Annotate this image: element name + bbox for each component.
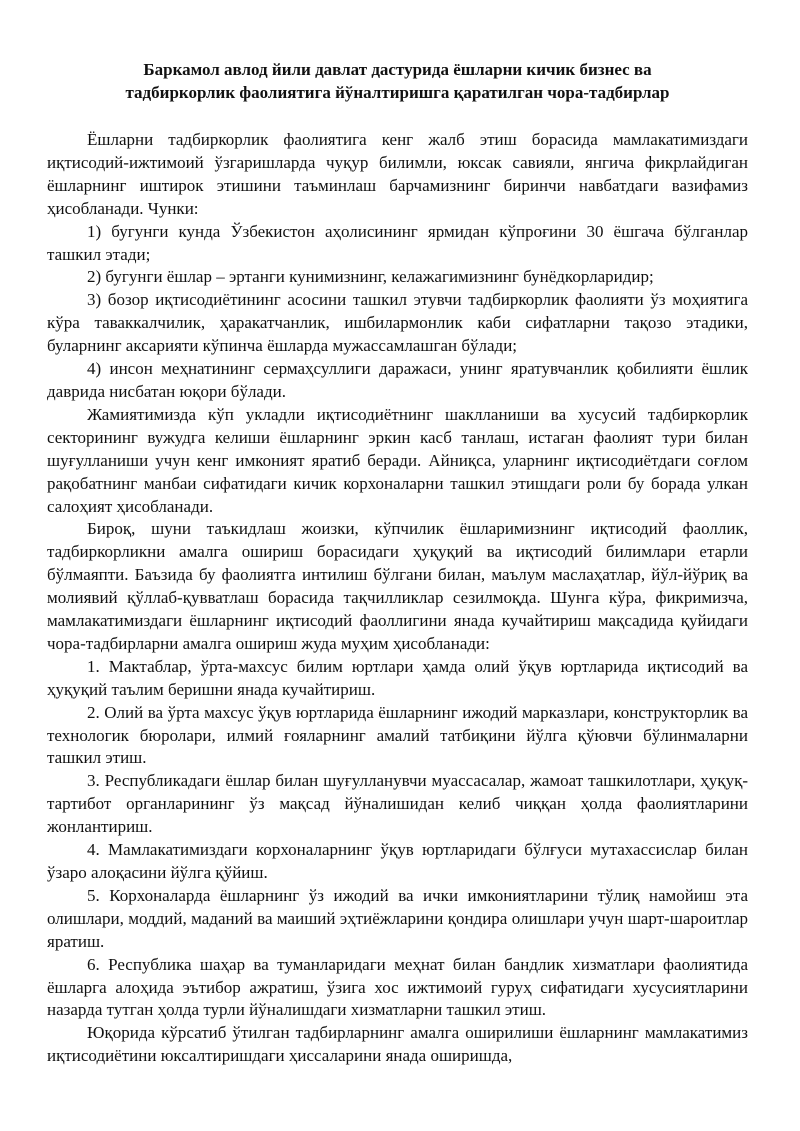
paragraph-intro: Ёшларни тадбиркорлик фаолиятига кенг жалб этиш борасида мамлакатимиздаги иқтисодий-ижтимоий ўзгаришларда чуқур билимли, юксак савияли, янгича фикрлайдиган ёшларнинг иштирок этишини таъминлаш барчамизнинг биринчи навбатдаги вазифамиз ҳисобланади. Чунки:: [47, 130, 748, 218]
paragraph-reason-3: 3) бозор иқтисодиётининг асосини ташкил этувчи тадбиркорлик фаолияти ўз моҳиятига кўра таваккалчилик, ҳаракатчанлик, ишбилармонлик каби сифатларни тақозо этадики, буларнинг аксарияти кўпинча ёшларда мужассамлашган бўлади;: [47, 290, 748, 356]
paragraph-measure-6: 6. Республика шаҳар ва туманларидаги меҳнат билан бандлик хизматлари фаолиятида ёшларга алоҳида эътибор ажратиш, ўзига хос ижтимоий гуруҳ сифатидаги хусусиятларини назарда тутган ҳолда турли йўналишдаги хизматларни ташкил этиш.: [47, 954, 748, 1020]
title-line-2: тадбиркорлик фаолиятига йўналтиришга қаратилган чора-тадбирлар: [125, 83, 670, 102]
paragraph-measure-5: 5. Корхоналарда ёшларнинг ўз ижодий ва ички имкониятларини тўлиқ намойиш эта олишлари, моддий, маданий ва маиший эҳтиёжларини қондира олишлари учун шарт-шароитлар яратиш.: [47, 885, 748, 951]
document-title: [47, 58, 748, 104]
paragraph-measure-4: 4. Мамлакатимиздаги корхоналарнинг ўқув юртларидаги бўлғуси мутахассислар билан ўзаро алоқасини йўлга қўйиш.: [47, 840, 748, 882]
paragraph-reason-4: 4) инсон меҳнатининг сермаҳсуллиги даражаси, унинг яратувчанлик қобилияти ёшлик даврида нисбатан юқори бўлади.: [47, 359, 748, 401]
paragraph-reason-1: 1) бугунги кунда Ўзбекистон аҳолисининг ярмидан кўпроғини 30 ёшгача бўлганлар ташкил этади;: [47, 221, 748, 264]
paragraph-measure-3: 3. Республикадаги ёшлар билан шуғулланувчи муассасалар, жамоат ташкилотлари, ҳуқуқ-тартибот органларининг ўз мақсад йўналишидан келиб чиққан ҳолда фаолиятларини жонлантириш.: [47, 771, 748, 837]
document-body: [47, 129, 748, 1068]
paragraph-reason-2: 2) бугунги ёшлар – эртанги кунимизнинг, келажагимизнинг бунёдкорларидир;: [87, 267, 654, 287]
paragraph-however: Бироқ, шуни таъкидлаш жоизки, кўпчилик ёшларимизнинг иқтисодий фаоллик, тадбиркорликни амалга ошириш борасидаги ҳуқуқий ва иқтисодий билимлари етарли бўлмаяпти. Баъзида бу фаолиятга интилиш бўлгани билан, маълум маслаҳатлар, йўл-йўриқ ва молиявий қўллаб-қувватлаш борасида тақчилликлар сезилмоқда. Шунга кўра, фикримизча, мамлакатимиздаги ёшларнинг иқтисодий фаоллигини янада кучайтириш мақсадида қуйидаги чора-тадбирларни амалга ошириш жуда муҳим ҳисобланади:: [47, 519, 748, 653]
paragraph-measure-1: 1. Мактаблар, ўрта-махсус билим юртлари ҳамда олий ўқув юртларида иқтисодий ва ҳуқуқий таълим беришни янада кучайтириш.: [47, 656, 748, 699]
title-line-1: Баркамол авлод йили давлат дастурида ёшларни кичик бизнес ва: [143, 60, 652, 79]
paragraph-measure-2: 2. Олий ва ўрта махсус ўқув юртларида ёшларнинг ижодий марказлари, конструкторлик ва технологик бюролари, илмий ғояларнинг амалий татбиқини йўлга қўювчи бўлинмаларни ташкил этиш.: [47, 702, 748, 768]
paragraph-conclusion: Юқорида кўрсатиб ўтилган тадбирларнинг амалга оширилиши ёшларнинг мамлакатимиз иқтисодиётини юксалтиришдаги ҳиссаларини янада оширишда,: [47, 1023, 748, 1066]
paragraph-society: Жамиятимизда кўп укладли иқтисодиётнинг шаклланиши ва хусусий тадбиркорлик секторининг вужудга келиши ёшларнинг эркин касб танлаш, истаган фаолият тури билан шуғулланиши учун кенг имконият яратиб беради. Айниқса, уларнинг иқтисодиётдаги соғлом рақобатнинг манбаи сифатидаги кичик корхоналарни ташкил этишдаги роли бу борада улкан салоҳият ҳисобланади.: [47, 404, 748, 516]
